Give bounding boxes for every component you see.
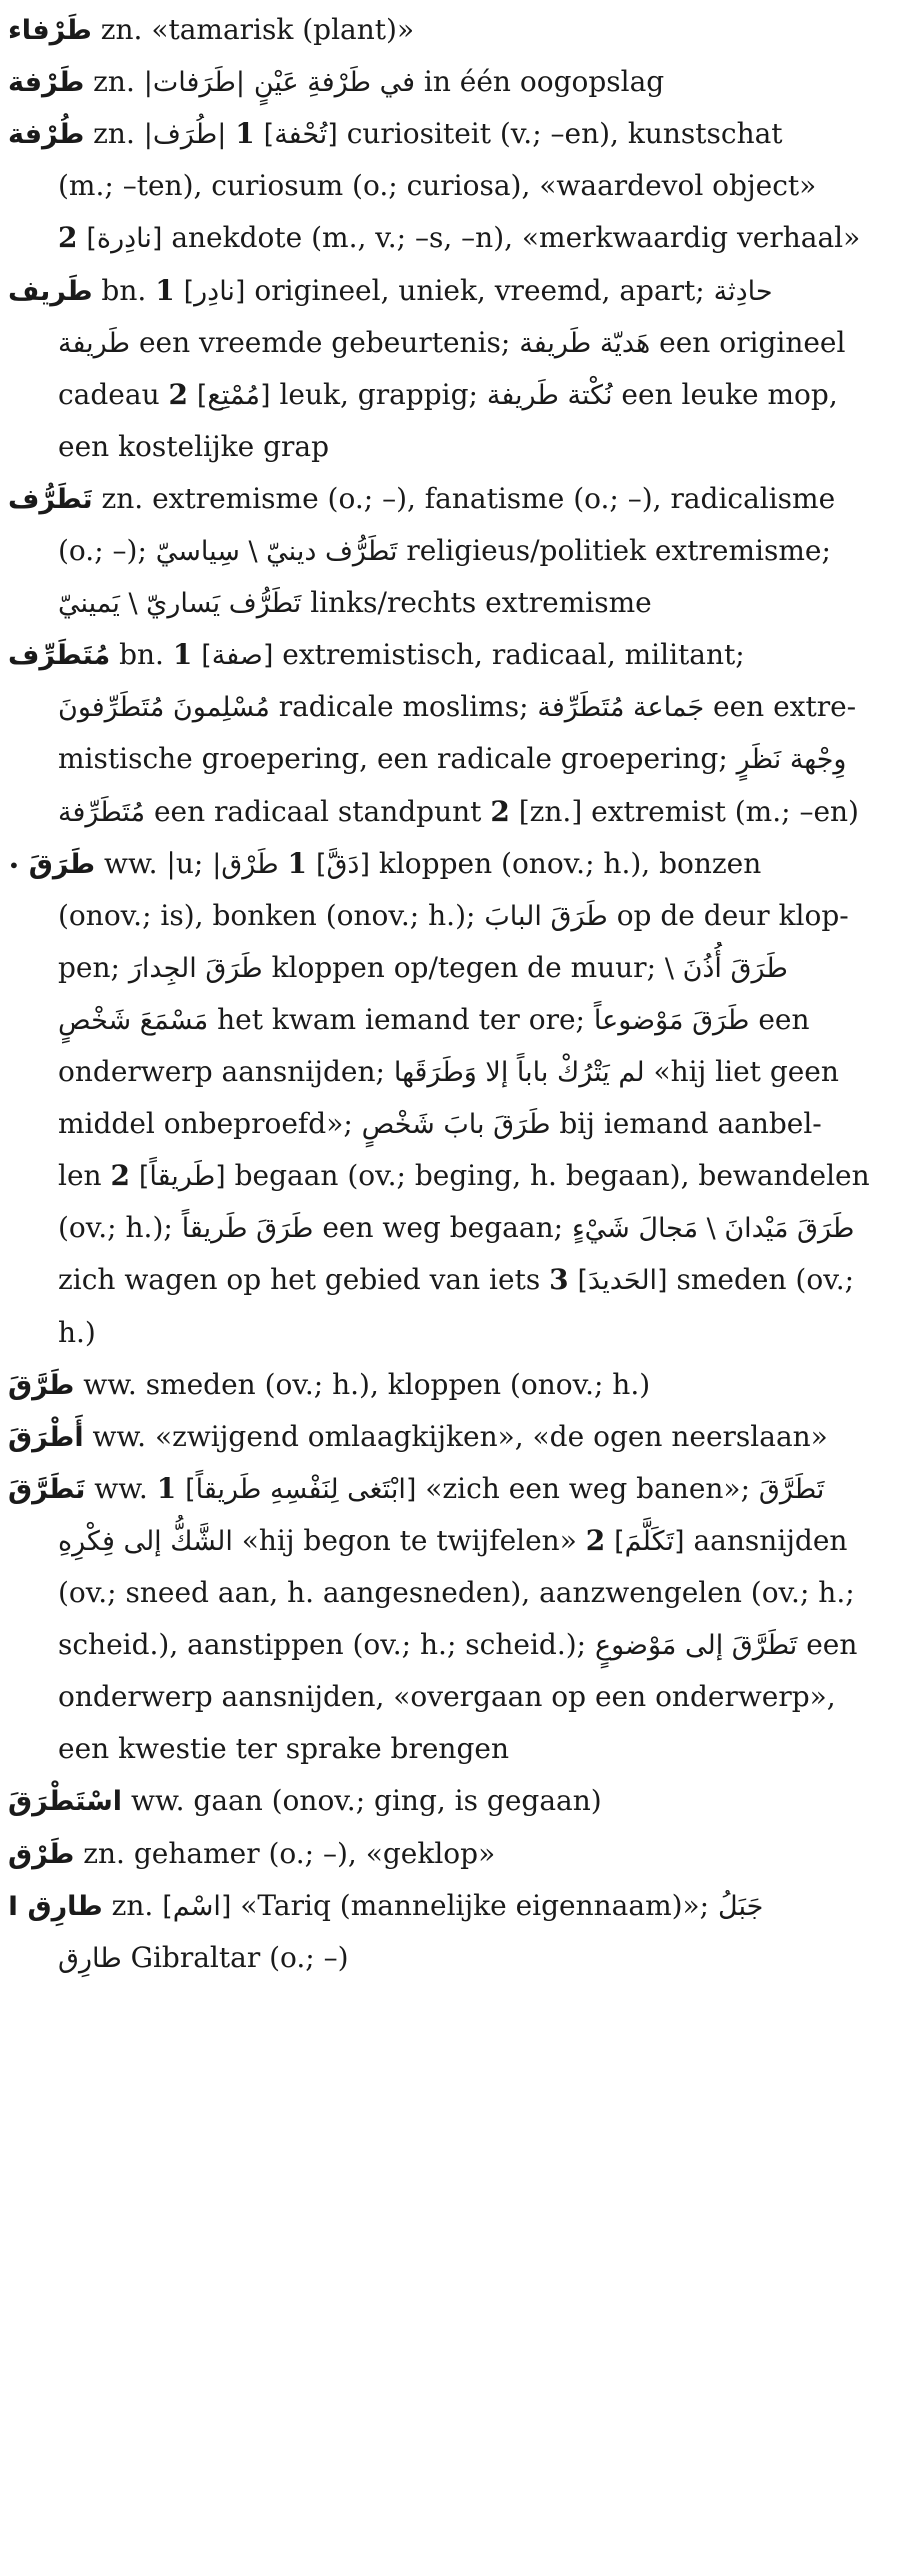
text-run: (ov.; sneed aan, h. aangesneden), aanzwengelen (ov.; h.; (58, 1576, 855, 1609)
entry-first-line (8, 56, 888, 108)
sense-number: 1 (155, 273, 175, 307)
arabic-phrase: تَطَرَّقَ إلى مَوْضوعٍ (594, 1630, 798, 1662)
text-run: een vreemde gebeurtenis; (130, 325, 520, 359)
text-run: scheid.), aanstippen (ov.; h.; scheid.); (58, 1628, 595, 1662)
text-run: extremistisch, radicaal, militant; (273, 638, 745, 672)
text-run: begaan (ov.; beging, h. begaan), bewandelen (225, 1159, 870, 1193)
entry-continuation-line (58, 1307, 888, 1359)
arabic-phrase: مُسْلِمونَ مُتَطَرِّفونَ (58, 692, 270, 724)
text-run: ww. «zwijgend omlaagkijken», «de ogen neerslaan» (83, 1419, 828, 1453)
text-run (255, 117, 264, 150)
text-run: zn. gehamer (o.; –), «geklop» (74, 1836, 496, 1870)
entry-continuation-line (58, 786, 888, 838)
arabic-phrase: طَرَقَ مَوْضوعاً (593, 1004, 750, 1036)
text-run: een extre- (704, 690, 857, 724)
arabic-phrase: [صفة] (201, 640, 274, 672)
entry-continuation-line (58, 1619, 888, 1671)
text-run: zich wagen op het gebied van iets (58, 1263, 550, 1297)
text-run (176, 1472, 185, 1505)
text-run (605, 1524, 614, 1557)
entry-first-line (8, 473, 888, 525)
text-run: links/rechts extremisme (301, 586, 652, 620)
entry-first-line (8, 1411, 888, 1463)
entry-first-line (8, 1359, 888, 1411)
text-run: ww. gaan (onov.; ging, is gegaan) (122, 1784, 602, 1818)
text-run: zn. (84, 65, 144, 99)
text-run: «hij begon te twijfelen» (232, 1523, 586, 1557)
sense-number: 2 (58, 221, 78, 255)
arabic-phrase: نُكْتة طَريفة (486, 379, 613, 411)
arabic-phrase: طَرَقَ الجِدارَ (128, 952, 263, 984)
text-run: kloppen (onov.; h.), bonzen (369, 846, 762, 880)
entry-continuation-line (58, 890, 888, 942)
text-run: het kwam iemand ter ore; (208, 1002, 594, 1036)
entry-first-line (8, 629, 888, 681)
entry-continuation-line (58, 212, 888, 264)
arabic-phrase: طَرَقَ مَيْدانَ \ مَجالَ شَيْءٍ (571, 1213, 855, 1245)
entry-continuation-line (58, 1567, 888, 1619)
arabic-phrase: طَريفة (58, 327, 131, 359)
arabic-phrase: |طَرَفات| (143, 67, 245, 99)
entry-first-line (8, 1828, 888, 1880)
text-run: in één oogopslag (414, 65, 665, 99)
arabic-phrase: [الحَديدَ] (577, 1265, 668, 1297)
headword: طَرَّقَ (8, 1369, 75, 1401)
text-run: (onov.; is), bonken (onov.; h.); (58, 898, 485, 932)
arabic-phrase: لم يَتْرُكْ باباً إلا وَطَرَقَها (393, 1057, 645, 1088)
arabic-phrase: حادِثة (713, 275, 773, 307)
text-run: zn. «tamarisk (plant)» (91, 13, 415, 46)
text-run: cadeau (58, 377, 169, 411)
arabic-phrase: تَطَرَّقَ (758, 1473, 825, 1505)
text-run: «hij liet geen (644, 1055, 839, 1088)
arabic-phrase: مُتَطَرِّفة (58, 796, 146, 828)
text-run (226, 117, 235, 150)
text-run: onderwerp aansnijden; (58, 1055, 394, 1088)
arabic-phrase: [دَقَّ] (315, 848, 370, 880)
text-run: een weg begaan; (313, 1211, 572, 1245)
entry-first-line (8, 838, 888, 890)
text-run: zn. (102, 1888, 163, 1922)
text-run: mistische groepering, een radicale groepering; (58, 742, 737, 776)
entry-continuation-line (58, 942, 888, 994)
text-run: origineel, uniek, vreemd, apart; (245, 273, 714, 307)
arabic-phrase: في طَرْفةِ عَيْنٍ (253, 67, 415, 99)
text-run: [zn.] extremist (m.; –en) (509, 794, 859, 828)
sense-number: 1 (156, 1471, 177, 1505)
headword: طَرْفة (8, 67, 85, 99)
entry-continuation-line (58, 160, 888, 212)
text-run: ww. smeden (ov.; h.), kloppen (onov.; h.) (74, 1367, 651, 1401)
text-run: een kostelijke grap (58, 429, 330, 463)
headword: طُرْفة (8, 119, 85, 151)
sense-number: 3 (549, 1263, 569, 1297)
sense-number: 1 (172, 638, 193, 672)
sense-number: 2 (585, 1523, 606, 1557)
text-run: curiositeit (v.; –en), kunstschat (337, 117, 783, 151)
entry-continuation-line (58, 1098, 888, 1150)
arabic-phrase: الشَّكُّ إلى فِكْرِهِ (58, 1525, 233, 1557)
arabic-phrase: طَرَقَ أُذُنَ \ (664, 952, 788, 984)
text-run: h.) (58, 1315, 96, 1349)
text-run (188, 378, 197, 411)
text-run: anekdote (m., v.; –s, –n), «merkwaardig verhaal» (162, 221, 861, 255)
text-run: pen; (58, 950, 129, 984)
arabic-phrase: [مُمْتِع] (196, 379, 271, 411)
text-run: een (797, 1628, 858, 1662)
arabic-phrase: مَسْمَعَ شَخْصٍ (58, 1004, 209, 1036)
entry-continuation-line (58, 1671, 888, 1723)
arabic-phrase: وِجْهة نَظَرٍ (736, 744, 847, 776)
arabic-phrase: طَرَقَ طَريقاً (181, 1213, 314, 1245)
arabic-phrase: تَطَرُّف دينيّ \ سِياسيّ (155, 536, 398, 567)
headword: طارِق I (8, 1890, 103, 1922)
headword: طَرَقَ (28, 848, 96, 880)
text-run: len (58, 1159, 111, 1193)
entry-first-line (8, 4, 888, 56)
headword: مُتَطَرِّف (8, 640, 111, 672)
sense-number: 1 (235, 117, 255, 151)
entry-first-line (8, 265, 888, 317)
arabic-phrase: جَبَلُ (718, 1890, 764, 1922)
text-run: leuk, grappig; (270, 377, 487, 411)
text-run: bn. (110, 638, 173, 672)
entry-first-line (8, 1463, 888, 1515)
text-run: bij iemand aanbel- (550, 1107, 822, 1141)
sense-number: 1 (287, 846, 308, 880)
text-run (20, 847, 29, 880)
text-run: «zich een weg banen»; (416, 1471, 759, 1505)
text-run: smeden (ov.; (667, 1263, 855, 1297)
sense-number: 2 (168, 377, 188, 411)
entry-continuation-line (58, 1932, 888, 1984)
bullet-mark: • (8, 853, 20, 878)
text-run (279, 847, 288, 880)
entry-continuation-line (58, 1723, 888, 1775)
text-run: middel onbeproefd»; (58, 1107, 362, 1141)
sense-number: 2 (110, 1159, 130, 1193)
entry-continuation-line (58, 681, 888, 733)
arabic-phrase: هَديّة طَريفة (519, 327, 651, 359)
arabic-phrase: طَرْق| (212, 848, 279, 880)
text-run: (m.; –ten), curiosum (o.; curiosa), «waardevol object» (58, 169, 817, 203)
text-run: ww. (85, 1471, 157, 1505)
entry-first-line (8, 1775, 888, 1827)
headword: طَرْفاء (8, 15, 92, 46)
entry-continuation-line (58, 525, 888, 577)
text-run: een (749, 1002, 810, 1036)
text-run (307, 847, 316, 880)
text-run: ww. |u; (95, 846, 213, 880)
text-run: kloppen op/tegen de muur; (262, 950, 665, 984)
arabic-phrase: تَطَرُّف يَساريّ \ يَمينيّ (58, 588, 302, 620)
text-run (245, 65, 254, 98)
arabic-phrase: |طُرَف| (143, 119, 227, 151)
entry-continuation-line (58, 1515, 888, 1567)
text-run: bn. (92, 273, 156, 307)
entry-continuation-line (58, 317, 888, 369)
entry-continuation-line (58, 994, 888, 1046)
text-run: religieus/politiek extremisme; (397, 534, 831, 567)
text-run: een kwestie ter sprake brengen (58, 1732, 509, 1766)
arabic-phrase: [نادِر] (183, 275, 246, 307)
entry-continuation-line (58, 733, 888, 785)
headword: طَرْق (8, 1838, 75, 1870)
headword: أَطْرَقَ (8, 1421, 84, 1453)
arabic-phrase: جَماعة مُتَطَرِّفة (537, 692, 705, 724)
text-run: op de deur klop- (607, 898, 849, 932)
text-run (175, 274, 184, 307)
text-run (130, 1159, 139, 1192)
entry-first-line (8, 1880, 888, 1932)
text-run: een radicaal standpunt (145, 794, 491, 828)
text-run: (ov.; h.); (58, 1211, 182, 1245)
arabic-phrase: [طَريقاً] (138, 1161, 226, 1193)
headword: طَريف (8, 275, 93, 307)
text-run: aansnijden (684, 1523, 848, 1557)
entry-continuation-line (58, 1046, 888, 1098)
headword: اسْتَطْرَقَ (8, 1786, 123, 1818)
arabic-phrase: طارِق (58, 1942, 122, 1974)
text-run (192, 638, 201, 671)
entry-first-line (8, 108, 888, 160)
headword: تَطَرَّقَ (8, 1473, 86, 1505)
entry-continuation-line (58, 1254, 888, 1306)
text-run: zn. (84, 117, 144, 151)
text-run: «Tariq (mannelijke eigennaam)»; (231, 1888, 719, 1922)
arabic-phrase: [اسْم] (162, 1890, 232, 1922)
text-run: Gibraltar (o.; –) (121, 1940, 349, 1974)
arabic-phrase: [تُحْفة] (263, 119, 338, 151)
entry-continuation-line (58, 1202, 888, 1254)
entry-continuation-line (58, 369, 888, 421)
arabic-phrase: طَرَقَ البابَ (484, 900, 608, 932)
text-run: een origineel (650, 325, 846, 359)
arabic-phrase: [نادِرة] (86, 223, 163, 255)
arabic-phrase: طَرَقَ بابَ شَخْصٍ (361, 1109, 551, 1141)
arabic-phrase: [ابْتَغى لِنَفْسِهِ طَريقاً] (185, 1473, 417, 1505)
text-run: radicale moslims; (269, 690, 538, 724)
text-run: een leuke mop, (612, 377, 838, 411)
text-run (569, 1263, 578, 1296)
arabic-phrase: [تَكَلَّمَ] (614, 1525, 685, 1557)
entry-continuation-line (58, 1150, 888, 1202)
text-run: zn. extremisme (o.; –), fanatisme (o.; –), radicalisme (92, 481, 836, 515)
text-run: onderwerp aansnijden, «overgaan op een onderwerp», (58, 1680, 836, 1714)
text-run: (o.; –); (58, 534, 156, 567)
headword: تَطَرُّف (8, 483, 93, 515)
entry-continuation-line (58, 577, 888, 629)
sense-number: 2 (490, 794, 510, 828)
entry-continuation-line (58, 421, 888, 473)
